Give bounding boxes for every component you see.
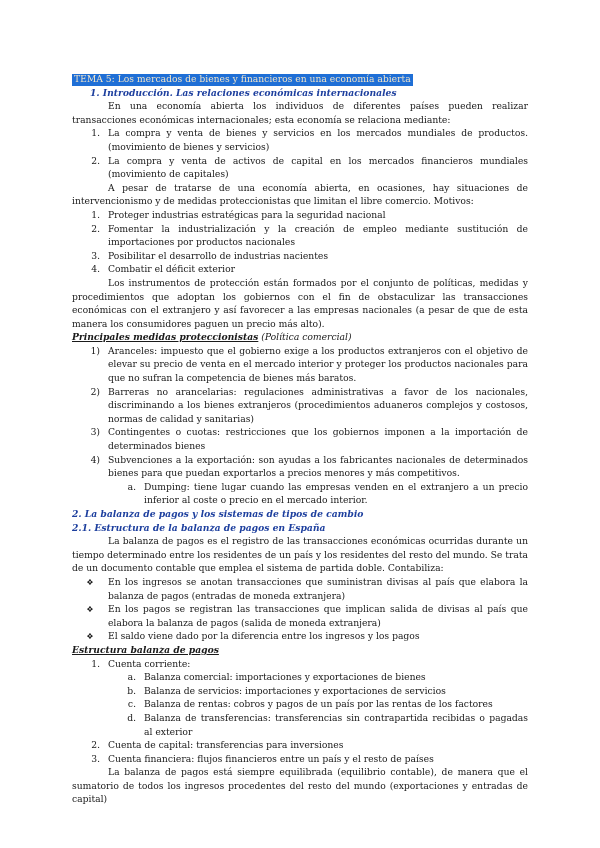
list-item: 4) Subvenciones a la exportación: son ayudas a los fabricantes nacionales de determinados bienes para que puedan exportarlos a precios menores y más competitivos. xyxy=(90,454,528,480)
list-item: 1. Proteger industrias estratégicas para la seguridad nacional xyxy=(91,209,386,221)
section-1-paragraph-2: A pesar de tratarse de una economía abierta, en ocasiones, hay situaciones de intervencionismo y de medidas proteccionistas que limitan el libre comercio. Motivos: xyxy=(72,182,528,208)
section-2-1-heading: 2.1. Estructura de la balanza de pagos en España xyxy=(72,522,326,534)
section-1-intro: En una economía abierta los individuos de diferentes países pueden realizar transacciones económicas internacionales; esta economía se relaciona mediante: xyxy=(72,101,528,126)
list-item: 3. Cuenta financiera: flujos financieros entre un país y el resto de países xyxy=(91,753,434,765)
medidas-heading: Principales medidas proteccionistas (Política comercial) xyxy=(72,332,352,344)
list-item: ❖ En los pagos se registran las transacciones que implican salida de divisas al país que elabora la balanza de pagos (salida de moneda extranjera) xyxy=(72,603,528,630)
estructura-heading: Estructura balanza de pagos xyxy=(72,644,219,656)
list-item: 1. Cuenta corriente: xyxy=(91,658,191,670)
list-item: 2. Fomentar la industrialización y la creación de empleo mediante sustitución de importaciones por productos nacionales xyxy=(91,223,528,249)
list-item: 1. La compra y venta de bienes y servicios en los mercados mundiales de productos. (movimiento de bienes y servicios) xyxy=(91,128,528,153)
list-item: b. Balanza de servicios: importaciones y exportaciones de servicios xyxy=(127,685,446,697)
section-2-heading: 2. La balanza de pagos y los sistemas de tipos de cambio xyxy=(72,509,364,520)
list-item: a. Dumping: tiene lugar cuando las empresas venden en el extranjero a un precio inferior al coste o precio en el mercado interior. xyxy=(127,481,528,507)
section-2-paragraph: La balanza de pagos es el registro de las transacciones económicas ocurridas durante un tiempo determinado entre los residentes de un país y los residentes del resto del mundo. Se trata de un documento contable que emplea el sistema de partida doble. Contabiliza: xyxy=(72,536,528,575)
list-item: ❖ En los ingresos se anotan transacciones que suministran divisas al país que elabora la balanza de pagos (entradas de moneda extranjera) xyxy=(72,576,528,603)
list-item: 4. Combatir el déficit exterior xyxy=(91,264,236,276)
closing-paragraph: La balanza de pagos está siempre equilibrada (equilibrio contable), de manera que el sumatorio de todos los ingresos procedentes del resto del mundo (exportaciones y entradas de capital) xyxy=(72,767,528,806)
list-item: 2) Barreras no arancelarias: regulaciones administrativas a favor de los nacionales, discriminando a los bienes extranjeros (procedimientos aduaneros complejos y costosos, normas de calidad y sanitarias) xyxy=(90,386,528,425)
list-item: c. Balanza de rentas: cobros y pagos de un país por las rentas de los factores xyxy=(127,699,493,711)
bullet-icon: ❖ xyxy=(86,577,94,587)
list-item: a. Balanza comercial: importaciones y exportaciones de bienes xyxy=(127,672,426,684)
section-1-paragraph-3: Los instrumentos de protección están formados por el conjunto de políticas, medidas y procedimientos que adoptan los gobiernos con el fin de obstaculizar las transacciones económicas con el extranjero y así favorecer a las empresas nacionales (a pesar de que de esta manera los consumidores paguen un precio más alto). xyxy=(72,277,528,330)
list-item: 2. La compra y venta de activos de capital en los mercados financieros mundiales (movimiento de capitales) xyxy=(91,155,528,181)
document-title: TEMA 5: Los mercados de bienes y financieros en una economía abierta xyxy=(74,74,411,85)
section-1-heading: 1. Introducción. Las relaciones económicas internacionales xyxy=(90,87,397,99)
list-item: d. Balanza de transferencias: transferencias sin contrapartida recibidas o pagadas al exterior xyxy=(127,712,528,738)
list-item: 3) Contingentes o cuotas: restricciones que los gobiernos imponen a la importación de determinados bienes xyxy=(90,427,528,453)
bullet-icon: ❖ xyxy=(86,605,94,615)
list-item: ❖ El saldo viene dado por la diferencia entre los ingresos y los pagos xyxy=(72,630,528,644)
list-item: 3. Posibilitar el desarrollo de industrias nacientes xyxy=(91,250,329,262)
list-item: 2. Cuenta de capital: transferencias para inversiones xyxy=(91,740,344,752)
document-page xyxy=(72,73,528,807)
list-item: 1) Aranceles: impuesto que el gobierno exige a los productos extranjeros con el objetivo de elevar su precio de venta en el mercado interior y proteger los productos nacionales para que no sufran la competencia de bienes más baratos. xyxy=(90,345,528,385)
bullet-icon: ❖ xyxy=(86,632,94,642)
